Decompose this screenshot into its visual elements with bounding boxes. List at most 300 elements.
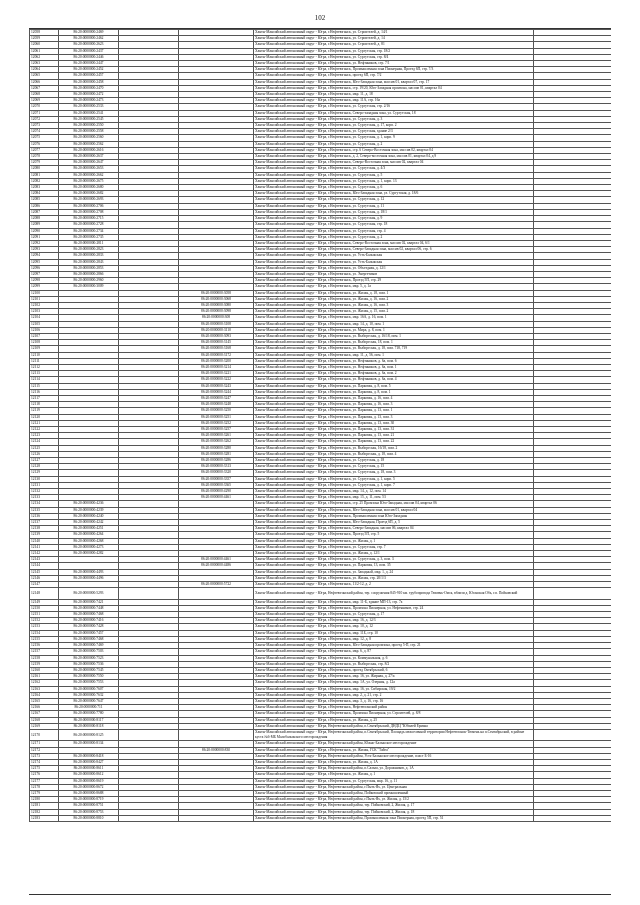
row-number-cell: 12112 — [30, 364, 59, 370]
row-number-cell: 12135 — [30, 507, 59, 513]
address-cell: Ханты-Мансийский автономный округ - Югра, г.Нефтеюганск, ул. Выборгская, д. 16/18, пом. 1 — [254, 333, 534, 339]
premises-number-cell: 86:20:0000000:4461 — [179, 495, 254, 501]
address-cell: Ханты-Мансийский автономный округ - Югра, г.Нефтеюганск, Промышленная зона Юго-Западная — [254, 513, 534, 519]
cadastral-number-cell: 86:20:0000000:4496 — [59, 575, 119, 581]
row-number-cell: 12122 — [30, 427, 59, 433]
row-number-cell: 12127 — [30, 458, 59, 464]
row-number-cell: 12117 — [30, 395, 59, 401]
cadastral-number-cell: 86:20:0000000:2533 — [59, 104, 119, 110]
premises-number-cell: 86:20:0000000:3108 — [179, 321, 254, 327]
row-number-cell: 12139 — [30, 532, 59, 538]
address-cell: Ханты-Мансийский автономный округ - Югра, г.Нефтеюганск, ул. Нефтяников, д. 6а, пом. 1 — [254, 364, 534, 370]
address-cell: Ханты-Мансийский автономный округ - Югра, г.Нефтеюганск, мкр. 5, д. 1а — [254, 284, 534, 290]
row-number-cell: 12125 — [30, 445, 59, 451]
row-number-cell: 12106 — [30, 327, 59, 333]
address-cell: Ханты-Мансийский автономный округ - Югра, г.Нефтеюганск, ул. Парковая, д. 13, пом. 30 — [254, 420, 534, 426]
cadastral-number-cell: 86:20:0000000:8719 — [59, 797, 119, 803]
address-cell: Ханты-Мансийский автономный округ - Югра, г.Нефтеюганск, ул. Сургутская, стр. 8/4 — [254, 54, 534, 60]
row-number-cell: 12174 — [30, 759, 59, 765]
address-cell: Ханты-Мансийский автономный округ - Югра, г.Нефтеюганск, стр. 25 Промзона Юго-Западная, массив 04, квартал 06 — [254, 501, 534, 507]
cadastral-number-cell: 86:20:0000000:2458 — [59, 79, 119, 85]
cadastral-number-cell: 86:20:0000000:8427 — [59, 759, 119, 765]
cadastral-number-cell: 86:20:0000000:5293 — [59, 588, 119, 599]
address-cell: Ханты-Мансийский автономный округ - Югра, Нефтеюганский район, Пойковский промышленный — [254, 790, 534, 796]
address-cell: Ханты-Мансийский автономный округ - Югра, г.Нефтеюганск, ул. Жилая, д. 25 — [254, 717, 534, 723]
row-number-cell: 12121 — [30, 420, 59, 426]
registry-table — [29, 29, 611, 822]
cadastral-number-cell: 86:20:0000000:8117 — [59, 717, 119, 723]
address-cell: Ханты-Мансийский автономный округ - Югра, г.Нефтеюганск, мкр. 11, д. 18 — [254, 92, 534, 98]
cadastral-number-cell: 86:20:0000000:2647 — [59, 160, 119, 166]
cadastral-number-cell: 86:20:0000000:8753 — [59, 809, 119, 815]
address-cell: Ханты-Мансийский автономный округ - Югра, г.Нефтеюганск, мкр. 16, ул. Жирная, д. 27/а — [254, 674, 534, 680]
row-number-cell: 12073 — [30, 123, 59, 129]
address-cell: Ханты-Мансийский автономный округ - Югра, г.Нефтеюганск, ул. Нефтяников, стр. 7/1 — [254, 61, 534, 67]
premises-number-cell: 86:20:0000000:3247 — [179, 395, 254, 401]
row-number-cell: 12102 — [30, 302, 59, 308]
row-number-cell: 12131 — [30, 482, 59, 488]
address-cell: Ханты-Мансийский автономный округ - Югра, Нефтеюганский район, Промышленная зона Пионерная, проезд 5П, стр. 51 — [254, 815, 534, 821]
cadastral-number-cell: 86:20:0000000:2653 — [59, 166, 119, 172]
address-cell: Ханты-Мансийский автономный округ - Югра, г.Нефтеюганск, Промзона Пионерная, ул. Строителей, д. 8/8 — [254, 711, 534, 717]
address-cell: Ханты-Мансийский автономный округ - Югра, г.Нефтеюганск, ул. Жилая, стр. 20/1/3 — [254, 575, 534, 581]
cadastral-number-cell: 86:20:0000000:7468 — [59, 636, 119, 642]
address-cell: Ханты-Мансийский автономный округ - Югра, г.Нефтеюганск, ул. Парковая, д. 13, пом. 21 — [254, 433, 534, 439]
cadastral-number-cell: 86:20:0000000:2473 — [59, 98, 119, 104]
address-cell: Ханты-Мансийский автономный округ - Югра, г.Нефтеюганск, ул. Сургутская, стр. 4 — [254, 228, 534, 234]
address-cell: Ханты-Мансийский автономный округ - Югра, г.Нефтеюганск, Юго-Западная промзона, проезд 5-П, стр. 21 — [254, 643, 534, 649]
address-cell: Ханты-Мансийский автономный округ - Югра, г.Нефтеюганск, ул. Жилая, д. 16, пом. 2 — [254, 296, 534, 302]
cadastral-number-cell: 86:20:0000000:2637 — [59, 154, 119, 160]
cadastral-number-cell: 86:20:0000000:2682 — [59, 191, 119, 197]
row-number-cell: 12099 — [30, 284, 59, 290]
row-number-cell: 12157 — [30, 649, 59, 655]
cadastral-number-cell: 86:20:0000000:7503 — [59, 649, 119, 655]
address-cell: Ханты-Мансийский автономный округ - Югра, г.Нефтеюганск, ул. Парковая, д. 13, пом. 31 — [254, 427, 534, 433]
row-number-cell: 12143 — [30, 557, 59, 563]
address-cell: Ханты-Мансийский автономный округ - Югра, г.Нефтеюганск, ул. Сургутская, стр. 2/16 — [254, 104, 534, 110]
address-cell: Ханты-Мансийский автономный округ - Югра, г.Нефтеюганск, мкр. 11, д. 56, пом. 1 — [254, 352, 534, 358]
cadastral-number-cell: 86:20:0000000:4273 — [59, 544, 119, 550]
row-number-cell: 12170 — [30, 729, 59, 740]
address-cell: Ханты-Мансийский автономный округ - Югра, г.Нефтеюганск, мкр. 1А, ул. Озерная, д. 12а — [254, 680, 534, 686]
address-cell: Ханты-Мансийский автономный округ - Югра, г.Нефтеюганск, ул. Сургутская, д. 9 — [254, 216, 534, 222]
cadastral-number-cell: 86:20:0000000:2853 — [59, 265, 119, 271]
row-number-cell: 12168 — [30, 717, 59, 723]
address-cell: Ханты-Мансийский автономный округ - Югра, г.Нефтеюганск, ул. Парковая, д. 13, пом. 22 — [254, 439, 534, 445]
address-cell: Ханты-Мансийский автономный округ - Югра, г.Нефтеюганск, стр. 6 Северо-Восточная зона, массив 02, квартал 04 — [254, 147, 534, 153]
cadastral-number-cell: 86:20:0000000:4236 — [59, 501, 119, 507]
premises-number-cell: 86:20:0000000:3251 — [179, 414, 254, 420]
address-cell: Ханты-Мансийский автономный округ - Югра, г.Нефтеюганск, ул. Строителей, д. 14/1 — [254, 30, 534, 36]
row-number-cell: 12083 — [30, 185, 59, 191]
cadastral-number-cell: 86:20:0000000:2843 — [59, 259, 119, 265]
row-number-cell: 12072 — [30, 116, 59, 122]
cadastral-number-cell: 86:20:0000000:2558 — [59, 129, 119, 135]
row-number-cell: 12128 — [30, 464, 59, 470]
cadastral-number-cell: 86:20:0000000:2447 — [59, 61, 119, 67]
row-number-cell: 12063 — [30, 61, 59, 67]
row-number-cell: 12153 — [30, 624, 59, 630]
row-number-cell: 12089 — [30, 222, 59, 228]
cadastral-number-cell: 86:20:0000000:7780 — [59, 711, 119, 717]
cadastral-number-cell: 86:20:0000000:8125 — [59, 729, 119, 740]
premises-number-cell: 86:20:0000000:3320 — [179, 470, 254, 476]
address-cell: Ханты-Мансийский автономный округ - Югра, г.Нефтеюганск, Северо-Западная, массив 06, квартал 04 — [254, 526, 534, 532]
cadastral-number-cell: 86:20:0000000:8134 — [59, 741, 119, 747]
premises-number-cell: 86:20:0000000:3286 — [179, 458, 254, 464]
row-number-cell: 12137 — [30, 520, 59, 526]
row-number-cell: 12059 — [30, 36, 59, 42]
premises-number-cell: 86:20:0000000:3172 — [179, 352, 254, 358]
cadastral-number-cell: 86:20:0000000:8619 — [59, 778, 119, 784]
address-cell: Ханты-Мансийский автономный округ - Югра, г.Нефтеюганск, мкр. 11-Б, здание МП-13, стр. 7а — [254, 599, 534, 605]
premises-number-cell: 86:20:0000000:308 — [179, 315, 254, 321]
cadastral-number-cell: 86:20:0000000:2562 — [59, 141, 119, 147]
cadastral-number-cell: 86:20:0000000:2470 — [59, 85, 119, 91]
address-cell: Ханты-Мансийский автономный округ - Югра, г.Нефтеюганск, ул. Сургутская, д. 3, пом. 3 — [254, 557, 534, 563]
row-number-cell: 12091 — [30, 234, 59, 240]
address-cell: Ханты-Мансийский автономный округ - Югра, Нефтеюганский район, п.Сентябрьский, ДНДЦ "Юбилей Ермака — [254, 723, 534, 729]
address-cell: Ханты-Мансийский автономный округ - Югра, г.Нефтеюганск, ул. Сургутская, д. 17 — [254, 612, 534, 618]
address-cell: Ханты-Мансийский автономный округ - Югра, г.Нефтеюганск, проезд Октябрьский, 6 — [254, 667, 534, 673]
address-cell: Ханты-Мансийский автономный округ - Югра, Нефтеюганский район, Усть-Балыкское месторождение, пласт Б-16 — [254, 753, 534, 759]
extra-number-cell — [119, 815, 179, 821]
cadastral-number-cell: 86:20:0000000:4251 — [59, 526, 119, 532]
address-cell: Ханты-Мансийский автономный округ - Югра, г.Нефтеюганск, мкр. 16, ул. Сибирская, 19/2 — [254, 686, 534, 692]
cadastral-number-cell: 86:20:0000000:8118 — [59, 723, 119, 729]
premises-number-cell: 86:20:0000000:3252 — [179, 420, 254, 426]
blank-cell — [534, 588, 612, 599]
registry-table-wrapper — [29, 28, 611, 895]
blank-cell — [534, 729, 612, 740]
row-number-cell: 12079 — [30, 160, 59, 166]
address-cell: Ханты-Мансийский автономный округ - Югра, г.Нефтеюганск, ул. Выборгская, д. 18, пом. 718, 719 — [254, 346, 534, 352]
premises-number-cell — [179, 588, 254, 599]
cadastral-number-cell: 86:20:0000000:2446 — [59, 54, 119, 60]
address-cell: Ханты-Мансийский автономный округ - Югра, г.Нефтеюганск, ул. Сургутская, д. 2 — [254, 234, 534, 240]
row-number-cell: 12064 — [30, 67, 59, 73]
premises-number-cell: 86:20:0000000:3280 — [179, 445, 254, 451]
row-number-cell: 12138 — [30, 526, 59, 532]
row-number-cell: 12070 — [30, 104, 59, 110]
address-cell: Ханты-Мансийский автономный округ - Югра, г.Нефтеюганск, ул. Сургутская, д. 17, корп. 2 — [254, 123, 534, 129]
address-cell: Ханты-Мансийский автономный округ - Югра, г.Нефтеюганск, ул. Сургутская, д. 6 — [254, 185, 534, 191]
premises-number-cell: 86:20:0000000:3110 — [179, 327, 254, 333]
address-cell: Ханты-Мансийский автономный округ - Югра, г.Нефтеюганск, ул. Жилая, ГСК "Тайга" — [254, 747, 534, 753]
row-number-cell: 12100 — [30, 290, 59, 296]
address-cell: Ханты-Мансийский автономный округ - Югра, Нефтеюганский район, г.Пыть-Ях, ул. Жилая, д. 15/2 — [254, 797, 534, 803]
cadastral-number-cell: 86:20:0000000:2452 — [59, 67, 119, 73]
address-cell: Ханты-Мансийский автономный округ - Югра, г.Нефтеюганск, ул. Жилая, д. 1 — [254, 538, 534, 544]
row-number-cell: 12069 — [30, 98, 59, 104]
row-number-cell: 12179 — [30, 790, 59, 796]
row-number-cell: 12181 — [30, 803, 59, 809]
cadastral-number-cell: 86:20:0000000:7416 — [59, 618, 119, 624]
cadastral-number-cell: 86:20:0000000:7536 — [59, 661, 119, 667]
row-number-cell: 12119 — [30, 408, 59, 414]
address-cell: Ханты-Мансийский автономный округ - Югра, г.Нефтеюганск, ул. Жилая, д. 1А — [254, 759, 534, 765]
row-number-cell: 12156 — [30, 643, 59, 649]
cadastral-number-cell: 86:20:0000000:2457 — [59, 73, 119, 79]
address-cell: Ханты-Мансийский автономный округ - Югра, г.Нефтеюганск, ул. Нефтяников, д. 6а, пом. 4 — [254, 377, 534, 383]
page-number: 102 — [314, 14, 326, 22]
address-cell: Ханты-Мансийский автономный округ - Югра, г.Нефтеюганск, Юго-Западная зона, ул. Сургутская, д. 18/6 — [254, 191, 534, 197]
cadastral-number-cell: 86:20:0000000:8688 — [59, 790, 119, 796]
premises-number-cell: 86:20:0000000:3257 — [179, 427, 254, 433]
row-number-cell: 12082 — [30, 178, 59, 184]
row-number-cell: 12163 — [30, 686, 59, 692]
row-number-cell: 12140 — [30, 538, 59, 544]
cadastral-number-cell: 86:20:0000000:7468 — [59, 612, 119, 618]
address-cell: Ханты-Мансийский автономный округ - Югра, г.Нефтеюганск, ул. Сургутская, стр. 7 — [254, 544, 534, 550]
address-cell: Ханты-Мансийский автономный округ - Югра, г.Нефтеюганск, мкр. 15, д. 11, пом. 53 — [254, 495, 534, 501]
address-cell: Ханты-Мансийский автономный округ - Югра, г.Нефтеюганск, ул. Сургутская, д. 1, корп. 13 — [254, 178, 534, 184]
address-cell: Ханты-Мансийский автономный округ - Югра, г.Нефтеюганск, мкр. 14, д. 10, пом. 1 — [254, 321, 534, 327]
registry-table-body — [30, 30, 612, 822]
row-number-cell: 12103 — [30, 309, 59, 315]
row-number-cell: 12134 — [30, 501, 59, 507]
address-cell: Ханты-Мансийский автономный округ - Югра, г.Нефтеюганск, ул. Жилая, д. 1 — [254, 772, 534, 778]
address-cell: Ханты-Мансийский автономный округ - Югра, г.Нефтеюганск, ул. Западный, мкр. 1, д. 24 — [254, 569, 534, 575]
address-cell: Ханты-Мансийский автономный округ - Югра, г.Нефтеюганск, ул. Парковая, 13, пом. 35 — [254, 563, 534, 569]
cadastral-number-cell: 86:20:0000000:8611 — [59, 766, 119, 772]
address-cell: Ханты-Мансийский автономный округ - Югра, г.Нефтеюганск, мкр. 12, д. 8 — [254, 636, 534, 642]
premises-number-cell: 86:20:0000000:3244 — [179, 389, 254, 395]
row-number-cell: 12126 — [30, 451, 59, 457]
row-number-cell: 12104 — [30, 315, 59, 321]
cadastral-number-cell: 86:20:0000000:2662 — [59, 172, 119, 178]
address-cell: Ханты-Мансийский автономный округ - Югра, г.Нефтеюганск, Проезд 5П, стр. 29 — [254, 278, 534, 284]
cadastral-number-cell: 86:20:0000000:2462 — [59, 36, 119, 42]
cadastral-number-cell: 86:20:0000000:4268 — [59, 538, 119, 544]
address-cell: Ханты-Мансийский автономный округ - Югра, г.Нефтеюганск, Северо-Восточная зона, массив 02, квартал 04 — [254, 160, 534, 166]
address-cell: Ханты-Мансийский автономный округ - Югра, г.Нефтеюганск, 11/2-12, д. 2 — [254, 582, 534, 588]
address-cell: Ханты-Мансийский автономный округ - Югра, Нефтеюганский район, тер. Пойковский, 2, Жилая, д. 17 — [254, 803, 534, 809]
row-number-cell: 12116 — [30, 389, 59, 395]
address-cell: Ханты-Мансийский автономный округ - Югра, г.Нефтеюганск, ул. Парковая, д. 13, пом. 1 — [254, 408, 534, 414]
address-cell: Ханты-Мансийский автономный округ - Югра, г.Нефтеюганск, ул. Выборгская, д. 18, пом. 4 — [254, 451, 534, 457]
address-cell: Ханты-Мансийский автономный округ - Югра, г.Нефтеюганск, мкр. 14, д. 12, пом. 14 — [254, 489, 534, 495]
cadastral-number-cell: 86:20:0000000:2693 — [59, 197, 119, 203]
row-number-cell: 12085 — [30, 197, 59, 203]
cadastral-number-cell: 86:20:0000000:4493 — [59, 569, 119, 575]
address-cell: Ханты-Мансийский автономный округ - Югра, г.Нефтеюганск, мкр. 3, д. 16, стр. 16 — [254, 698, 534, 704]
row-number-cell: 12111 — [30, 358, 59, 364]
address-cell: Ханты-Мансийский автономный округ - Югра, г.Нефтеюганск, Промзона Пионерная, ул. Нефтяников, стр. 24 — [254, 605, 534, 611]
cadastral-number-cell: 86:20:0000000:7545 — [59, 667, 119, 673]
address-cell: Ханты-Мансийский автономный округ - Югра, г.Нефтеюганск, ул. Парковая, д. 8, пом. 5 — [254, 383, 534, 389]
table-row — [30, 815, 612, 821]
address-cell: Ханты-Мансийский автономный округ - Югра, Нефтеюганский район, г.Пыть-Ях, ул. Центральная — [254, 784, 534, 790]
row-number-cell: 12177 — [30, 778, 59, 784]
address-cell: Ханты-Мансийский автономный округ - Югра, г.Нефтеюганск, ул. Сургутская, д. 1, корп. 9 — [254, 135, 534, 141]
cadastral-number-cell: 86:20:0000000:8751 — [59, 803, 119, 809]
address-cell: Ханты-Мансийский автономный округ - Югра, г.Нефтеюганск, ул. Парковая, д. 16, пом. 3 — [254, 402, 534, 408]
row-number-cell: 12158 — [30, 655, 59, 661]
row-number-cell: 12152 — [30, 618, 59, 624]
address-cell: Ханты-Мансийский автономный округ - Югра, г.Нефтеюганск, ул. Сургутская, мкр. 16, д. 11 — [254, 778, 534, 784]
row-number-cell: 12092 — [30, 240, 59, 246]
row-number-cell: 12118 — [30, 402, 59, 408]
row-number-cell: 12066 — [30, 79, 59, 85]
cadastral-number-cell: 86:20:0000000:2715 — [59, 216, 119, 222]
premises-number-cell: 86:20:0000000:3080 — [179, 302, 254, 308]
premises-number-cell: 86:20:0000000:3098 — [179, 309, 254, 315]
row-number-cell: 12105 — [30, 321, 59, 327]
premises-number-cell: 86:20:0000000:3222 — [179, 377, 254, 383]
premises-number-cell: 86:20:0000000:830 — [179, 747, 254, 753]
row-number-cell: 12074 — [30, 129, 59, 135]
address-cell: Ханты-Мансийский автономный округ - Югра, Нефтеюганский район, тер. сооружения 845-910 км. трубопровода Тюмень-Омск, вблизи д. Юганская Обь, г.п. Пойковский — [254, 588, 534, 599]
cadastral-number-cell: 86:20:0000000:4282 — [59, 551, 119, 557]
address-cell: Ханты-Мансийский автономный округ - Югра, г.Нефтеюганск, ул. Сургутская, д. 11 — [254, 203, 534, 209]
row-number-cell: 12096 — [30, 265, 59, 271]
premises-number-cell: 86:20:0000000:3093 — [179, 333, 254, 339]
premises-number-cell: 86:20:0000000:4486 — [179, 563, 254, 569]
address-cell: Ханты-Мансийский автономный округ - Югра, Нефтеюганский район, п.Сентябрьский, Площадь межселенной территории Нефтеюганск-Тюмень на п.Сентябрьский, в районе куста №6-МБ Малобалыкского месторождения — [254, 729, 534, 740]
address-cell: Ханты-Мансийский автономный округ - Югра, г.Нефтеюганск, ул. Выборгская, 18, пом. 1 — [254, 340, 534, 346]
cadastral-number-cell: 86:20:0000000:7647 — [59, 698, 119, 704]
address-cell: Ханты-Мансийский автономный округ - Югра, г.Нефтеюганск, Юго-Западная, Проезд 6П, д. 5 — [254, 520, 534, 526]
cadastral-number-cell: 86:20:0000000:7553 — [59, 680, 119, 686]
cadastral-number-cell: 86:20:0000000:2833 — [59, 253, 119, 259]
address-cell: Ханты-Мансийский автономный округ - Югра, г.Нефтеюганск, ул. Парковая, д. 8, пом. 1 — [254, 389, 534, 395]
cadastral-number-cell: 86:20:0000000:2623 — [59, 42, 119, 48]
row-number-cell: 12159 — [30, 661, 59, 667]
row-number-cell: 12108 — [30, 340, 59, 346]
address-cell: Ханты-Мансийский автономный округ - Югра, г.Нефтеюганск, ул. Сургутская, д. 5 — [254, 172, 534, 178]
row-number-cell: 12077 — [30, 147, 59, 153]
cadastral-number-cell: 86:20:0000000:2728 — [59, 222, 119, 228]
cadastral-number-cell: 86:20:0000000:7523 — [59, 655, 119, 661]
row-number-cell: 12172 — [30, 747, 59, 753]
cadastral-number-cell: 86:20:0000000:2960 — [59, 278, 119, 284]
row-number-cell: 12098 — [30, 278, 59, 284]
cadastral-number-cell: 86:20:0000000:2560 — [59, 135, 119, 141]
cadastral-number-cell: 86:20:0000000:2541 — [59, 110, 119, 116]
address-cell: Ханты-Мансийский автономный округ - Югра, г.Нефтеюганск, ул. Усть-Балыкская — [254, 259, 534, 265]
premises-number-cell: 86:20:0000000:3058 — [179, 290, 254, 296]
address-cell: Ханты-Мансийский автономный округ - Югра, г.Нефтеюганск, ул. Коммунальная, д. 6 — [254, 655, 534, 661]
row-number-cell: 12171 — [30, 741, 59, 747]
row-number-cell: 12094 — [30, 253, 59, 259]
row-number-cell: 12142 — [30, 551, 59, 557]
row-number-cell: 12076 — [30, 141, 59, 147]
address-cell: Ханты-Мансийский автономный округ - Югра, г.Нефтеюганск, ул. Жилая, д. 16, пом. 3 — [254, 302, 534, 308]
cadastral-number-cell: 86:20:0000000:7428 — [59, 624, 119, 630]
row-number-cell: 12178 — [30, 784, 59, 790]
row-number-cell: 12148 — [30, 588, 59, 599]
cadastral-number-cell: 86:20:0000000:7457 — [59, 630, 119, 636]
address-cell: Ханты-Мансийский автономный округ - Югра, г.Нефтеюганск, мкр. 11Б, стр. 10 — [254, 630, 534, 636]
cadastral-number-cell: 86:20:0000000:711 — [59, 705, 119, 711]
cadastral-number-cell: 86:20:0000000:4239 — [59, 507, 119, 513]
row-number-cell: 12141 — [30, 544, 59, 550]
premises-number-cell: 86:20:0000000:4290 — [179, 489, 254, 495]
address-cell: Ханты-Мансийский автономный округ - Югра, г.Нефтеюганск, ул. Сургутская, д. 18, пом. 3 — [254, 470, 534, 476]
address-cell: Ханты-Мансийский автономный округ - Югра, г.Нефтеюганск, ул. Сургутская, д. 4/3 — [254, 166, 534, 172]
row-number-cell: 12176 — [30, 772, 59, 778]
row-number-cell: 12180 — [30, 797, 59, 803]
blank-cell — [534, 815, 612, 821]
address-cell: Ханты-Мансийский автономный округ - Югра, г.Нефтеюганск, Нефтеюганский район — [254, 705, 534, 711]
row-number-cell: 12144 — [30, 563, 59, 569]
row-number-cell: 12155 — [30, 636, 59, 642]
address-cell: Ханты-Мансийский автономный округ - Югра, г.Нефтеюганск, ул. Жилая, д. 12/1 — [254, 551, 534, 557]
premises-number-cell: 86:20:0000000:3145 — [179, 340, 254, 346]
cadastral-number-cell: 86:20:0000000:7550 — [59, 674, 119, 680]
premises-number-cell: 86:20:0000000:3357 — [179, 476, 254, 482]
cadastral-number-cell: 86:20:0000000:2437 — [59, 48, 119, 54]
row-number-cell: 12133 — [30, 495, 59, 501]
row-number-cell: 12124 — [30, 439, 59, 445]
premises-number-cell: 86:20:0000000:3250 — [179, 408, 254, 414]
address-cell: Ханты-Мансийский автономный округ - Югра, Нефтеюганский район, п.Салым, ул. Дорожников, д. 1А — [254, 766, 534, 772]
row-number-cell: 12151 — [30, 612, 59, 618]
row-number-cell: 12093 — [30, 247, 59, 253]
row-number-cell: 12109 — [30, 346, 59, 352]
cadastral-number-cell: 86:20:0000000:2708 — [59, 209, 119, 215]
address-cell: Ханты-Мансийский автономный округ - Югра, г.Нефтеюганск, ул. Выборгская, стр. 8/2 — [254, 661, 534, 667]
cadastral-number-cell: 86:20:0000000:4242 — [59, 520, 119, 526]
cadastral-number-cell: 86:20:0000000:2469 — [59, 30, 119, 36]
cadastral-number-cell: 86:20:0000000:2866 — [59, 271, 119, 277]
address-cell: Ханты-Мансийский автономный округ - Югра, г.Нефтеюганск, ул. Сургутская, д. 1, корп. 5 — [254, 476, 534, 482]
row-number-cell: 12062 — [30, 54, 59, 60]
extra-number-cell — [119, 588, 179, 599]
row-number-cell: 12095 — [30, 259, 59, 265]
address-cell: Ханты-Мансийский автономный округ - Югра, г.Нефтеюганск, ул. Объездная, д. 12/1 — [254, 265, 534, 271]
row-number-cell: 12067 — [30, 85, 59, 91]
address-cell: Ханты-Мансийский автономный округ - Югра, г.Нефтеюганск, Юго-Западная зона, массив 01, квартал 07, стр. 17 — [254, 79, 534, 85]
row-number-cell: 12150 — [30, 605, 59, 611]
row-number-cell: 12147 — [30, 582, 59, 588]
premises-number-cell: 86:20:0000000:3281 — [179, 451, 254, 457]
row-number-cell: 12183 — [30, 815, 59, 821]
address-cell: Ханты-Мансийский автономный округ - Югра, г.Нефтеюганск, Промышленная зона Пионерная, Проезд 6П, стр. 7/3 — [254, 67, 534, 73]
address-cell: Ханты-Мансийский автономный округ - Югра, Нефтеюганский район, тер. Пойковский, 2, Жилая, д. 18 — [254, 809, 534, 815]
row-number-cell: 12120 — [30, 414, 59, 420]
address-cell: Ханты-Мансийский автономный округ - Югра, г.Нефтеюганск, Северо-Восточная зона, массив 02, квартал 04, 6/1 — [254, 240, 534, 246]
row-number-cell: 12075 — [30, 135, 59, 141]
address-cell: Ханты-Мансийский автономный округ - Югра, г.Нефтеюганск, ул. Жилая, д. 18, пом. 1 — [254, 290, 534, 296]
row-number-cell: 12129 — [30, 470, 59, 476]
cadastral-number-cell: 86:20:0000000:7607 — [59, 686, 119, 692]
row-number-cell: 12132 — [30, 489, 59, 495]
address-cell: Ханты-Мансийский автономный округ - Югра, г.Нефтеюганск, Проезд 5П, стр. 5 — [254, 532, 534, 538]
address-cell: Ханты-Мансийский автономный округ - Югра, г.Нефтеюганск, Северо-Западная зона, массив 02, квартал 06, стр. 6 — [254, 247, 534, 253]
row-number-cell: 12081 — [30, 172, 59, 178]
address-cell: Ханты-Мансийский автономный округ - Югра, г.Нефтеюганск, ул. Строителей, д. 14 — [254, 36, 534, 42]
row-number-cell: 12084 — [30, 191, 59, 197]
address-cell: Ханты-Мансийский автономный округ - Югра, г.Нефтеюганск, мкр. 10, д. 12 — [254, 624, 534, 630]
row-number-cell: 12087 — [30, 209, 59, 215]
row-number-cell: 12071 — [30, 110, 59, 116]
address-cell: Ханты-Мансийский автономный округ - Югра, г.Нефтеюганск, мкр. 16, д. 12/3 — [254, 618, 534, 624]
address-cell: Ханты-Мансийский автономный округ - Югра, г.Нефтеюганск, ул. Жилая, д. 15, пом. 2 — [254, 309, 534, 315]
address-cell: Ханты-Мансийский автономный округ - Югра, г.Нефтеюганск, ул. Сургутская, д. 15 — [254, 464, 534, 470]
address-cell: Ханты-Мансийский автономный округ - Югра, г.Нефтеюганск, мкр. 2, д. 21, стр. 2 — [254, 692, 534, 698]
address-cell: Ханты-Мансийский автономный округ - Югра, г.Нефтеюганск, мкр. 16А, д. 16, пом. 1 — [254, 315, 534, 321]
address-cell: Ханты-Мансийский автономный округ - Югра, г.Нефтеюганск, ул. Сургутская, стр. 18/2 — [254, 48, 534, 54]
cadastral-number-cell: 86:20:0000000:2680 — [59, 185, 119, 191]
cadastral-number-cell: 86:20:0000000:2616 — [59, 147, 119, 153]
cadastral-number-cell: 86:20:0000000:2706 — [59, 203, 119, 209]
row-number-cell: 12182 — [30, 809, 59, 815]
row-number-cell: 12080 — [30, 166, 59, 172]
premises-number-cell: 86:20:0000000:3200 — [179, 358, 254, 364]
